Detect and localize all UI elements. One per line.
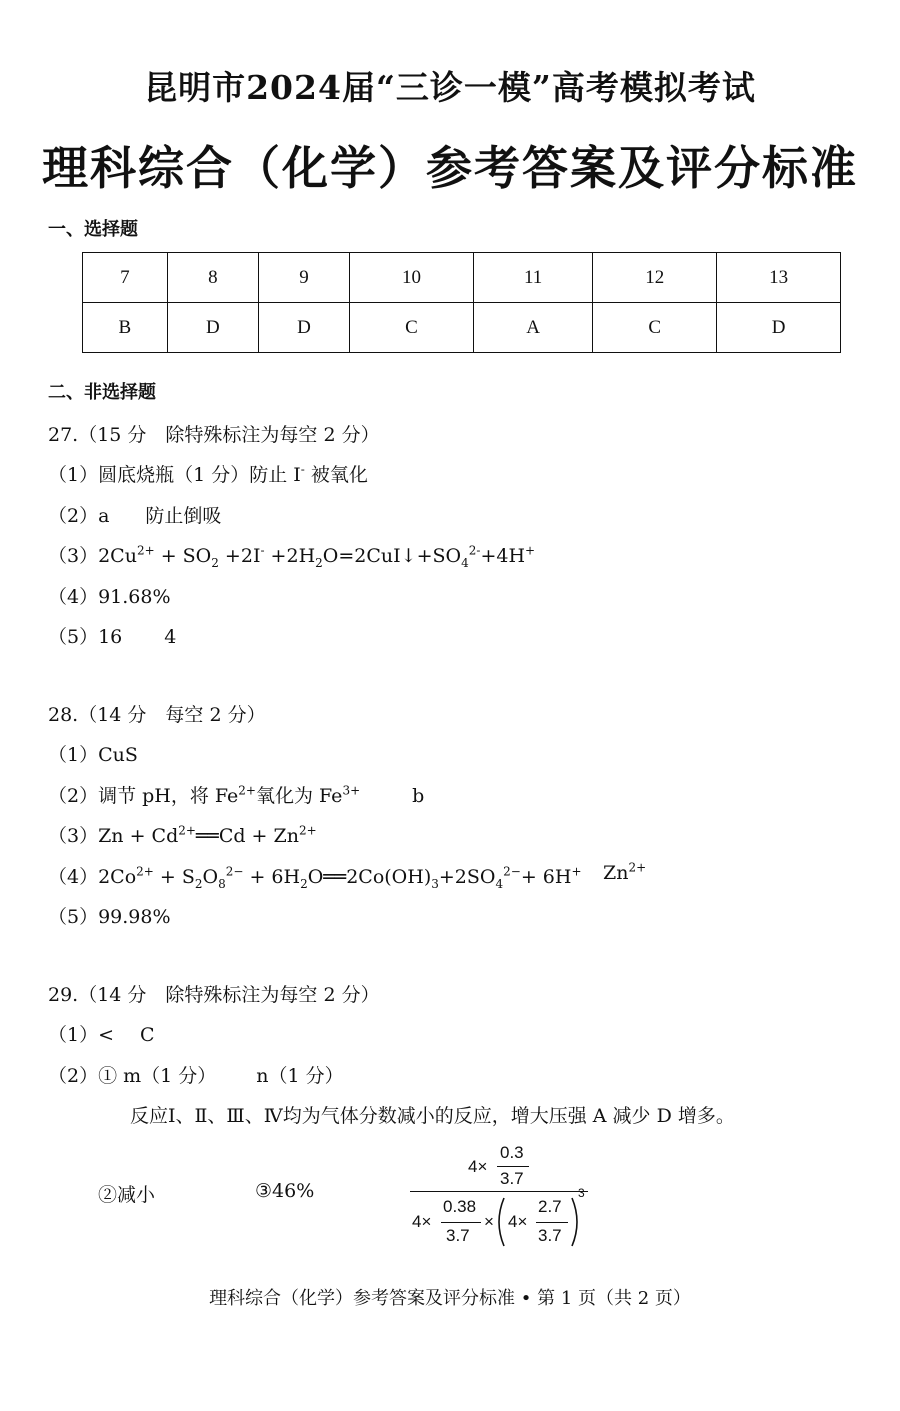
frac-num-coef: 4× [468,1157,488,1176]
question-number-row [83,253,841,303]
subscript: 2 [211,555,219,570]
frac-main-bar [410,1191,588,1192]
frac-num-bot: 3.7 [500,1169,524,1188]
subscript: 2 [315,555,323,570]
eq-part: Zn [603,862,629,884]
subscript: 2 [194,876,203,891]
frac-den-inner-bar [536,1222,568,1223]
eq-part: + SO [154,545,212,567]
charge-superscript: - [260,543,265,558]
charge-superscript: 2− [503,864,521,879]
eq-part: +2H [264,545,316,567]
eq-part: 氧化为 Fe [256,785,343,807]
q27-answer-5 [48,622,176,649]
q27-answer-1-suffix: 被氧化 [304,464,368,486]
question-number-cell: 8 [167,253,258,303]
eq-part: （2）调节 pH，将 Fe [48,785,239,807]
frac-num-top: 0.3 [500,1143,524,1162]
charge-superscript: 2+ [136,543,155,558]
charge-superscript: 2+ [628,860,647,875]
q28-answer-4-equation [48,862,582,889]
answer-cell: C [350,303,474,353]
eq-part: （3）Zn + Cd [48,825,179,847]
answer-cell: C [593,303,717,353]
eq-part: O══2Co(OH) [307,866,432,888]
subscript: 8 [218,876,226,891]
exam-title: 昆明市2024届“三诊一模”高考模拟考试 [144,68,756,107]
subscript: 4 [461,555,469,570]
q27-answer-2a: （2）a [48,505,110,527]
charge-superscript: 2+ [136,864,154,879]
q27-answer-2 [48,501,221,528]
answer-row [83,303,841,353]
q27-header: 27.（15 分 除特殊标注为每空 2 分） [48,424,380,446]
eq-part: + S [153,866,195,888]
frac-den-bar [441,1222,481,1223]
eq-part: +4H [480,545,526,567]
subscript: 3 [431,876,439,891]
question-number-cell: 12 [593,253,717,303]
q29-explanation: 反应Ⅰ、Ⅱ、Ⅲ、Ⅳ均为气体分数减小的反应，增大压强 A 减少 D 增多。 [130,1105,735,1127]
q29-answer-2 [48,1061,344,1088]
q29-answer-3a: ②减小 [98,1184,156,1206]
q29-answer-1a: （1）< [48,1024,115,1046]
charge-superscript: 3+ [342,783,361,798]
eq-part: （4）2Co [48,866,137,888]
eq-part: b [412,785,425,807]
eq-part: +2SO [438,866,496,888]
charge-superscript: 2+ [298,823,317,838]
eq-part: ══Cd + Zn [195,825,299,847]
question-number-cell: 10 [350,253,474,303]
q28-answer-5: （5）99.98% [48,906,171,928]
frac-den-coef: 4× [412,1212,432,1231]
q27-answer-2b: 防止倒吸 [145,505,222,527]
frac-den-top: 0.38 [443,1197,477,1216]
charge-superscript: - [300,462,305,477]
q27-answer-5b: 4 [164,626,177,648]
section-multiple-choice-heading: 一、选择题 [48,219,138,240]
charge-superscript: 2− [225,864,244,879]
q29-answer-2b: n（1 分） [256,1065,344,1087]
q28-answer-1: （1）CuS [48,744,138,766]
q27-answer-3-equation [48,541,535,568]
eq-part: +2I [218,545,261,567]
frac-times: × [484,1212,494,1231]
q28-answer-3-equation [48,821,317,848]
subscript: 2 [300,876,308,891]
q29-answer-1 [48,1020,155,1047]
q27-answer-4: （4）91.68% [48,586,171,608]
answer-cell: D [717,303,841,353]
question-number-cell: 13 [717,253,841,303]
charge-superscript: 2+ [178,823,196,838]
q29-header: 29.（14 分 除特殊标注为每空 2 分） [48,984,380,1006]
answer-cell: D [167,303,258,353]
q28-answer-2 [48,781,424,808]
question-number-cell: 9 [258,253,349,303]
charge-superscript: 2+ [238,783,256,798]
q28-header: 28.（14 分 每空 2 分） [48,704,266,726]
frac-den-bot: 3.7 [446,1226,470,1245]
eq-part: O [202,866,219,888]
eq-part: + 6H [520,866,572,888]
q27-answer-1-text: （1）圆底烧瓶（1 分）防止 I [48,464,301,486]
subscript: 4 [495,876,504,891]
question-number-cell: 7 [83,253,168,303]
frac-den-inner-bot: 3.7 [538,1226,562,1245]
frac-den-inner-coef: 4× [508,1212,528,1231]
q29-answer-1b: C [140,1024,155,1046]
frac-num-bar [497,1166,529,1167]
eq-part: （3）2Cu [48,545,137,567]
charge-superscript: + [571,864,582,879]
q28-answer-4-ion [603,862,646,884]
q27-answer-1 [48,460,368,487]
frac-exponent: 3 [578,1186,585,1200]
answer-cell: B [83,303,168,353]
q29-answer-3b: ③46% [255,1180,315,1202]
answer-cell: D [258,303,349,353]
frac-den-inner-top: 2.7 [538,1197,562,1216]
charge-superscript: + [525,543,536,558]
page-title: 理科综合（化学）参考答案及评分标准 [42,141,858,195]
multiple-choice-answer-table [82,252,841,353]
eq-part: O=2CuI↓+SO [322,545,462,567]
page-footer: 理科综合（化学）参考答案及评分标准 • 第 1 页（共 2 页） [209,1288,691,1309]
question-number-cell: 11 [473,253,592,303]
eq-part: + 6H [243,866,301,888]
q29-answer-2a: （2）① m（1 分） [48,1065,217,1087]
section-free-response-heading: 二、非选择题 [48,382,156,403]
q27-answer-5a: （5）16 [48,626,123,648]
answer-cell: A [473,303,592,353]
charge-superscript: 2- [468,543,481,558]
